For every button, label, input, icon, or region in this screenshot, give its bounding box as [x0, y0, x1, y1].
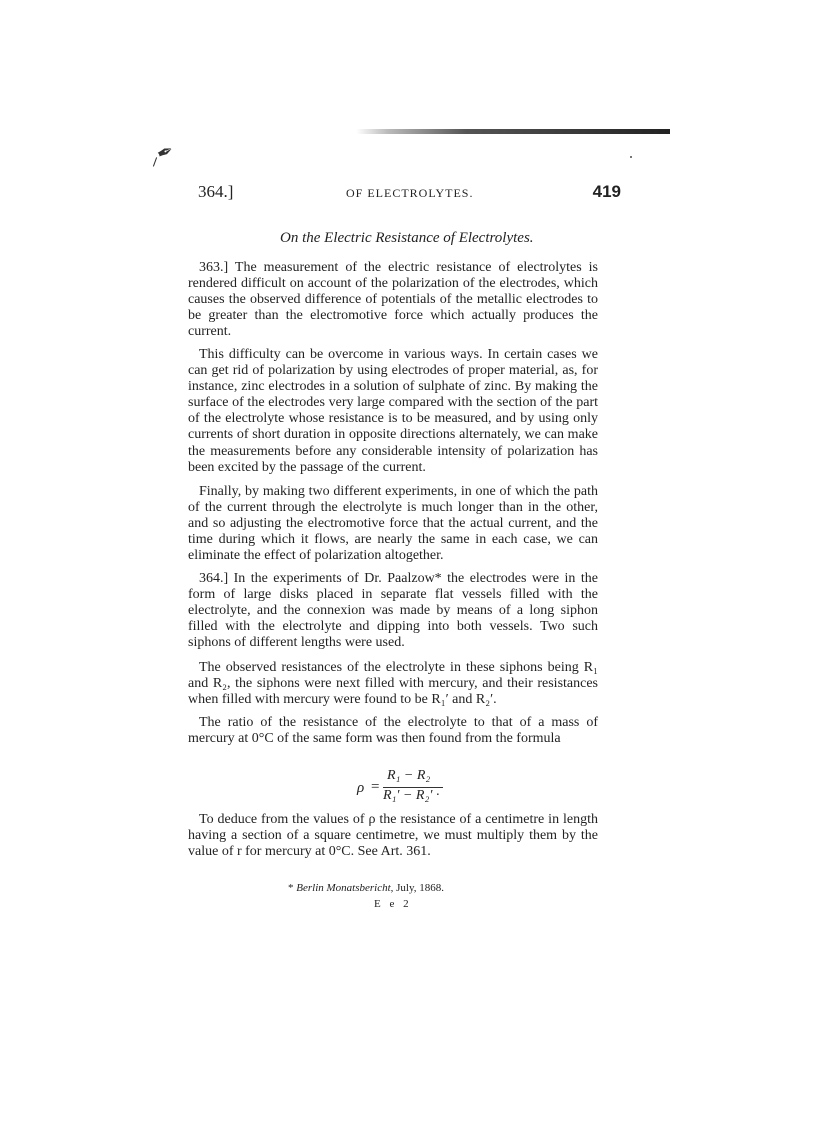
running-header — [198, 182, 621, 206]
scan-mark-icon: ⸝✒ — [144, 139, 178, 171]
formula-denominator: R₁′ − R₂′ · — [383, 788, 440, 803]
paragraph-363: 363.] The measurement of the electric resistance of electrolytes is rendered difficult on account of the polarization of the electrodes, which causes the observed difference of potentials of the metallic electrodes to be greater than the electromotive force which actually produces the current. — [188, 260, 598, 340]
footnote — [288, 882, 444, 894]
scan-edge-bar — [356, 129, 670, 134]
footnote-date: July, 1868. — [396, 882, 445, 894]
paragraph-polarization-methods: This difficulty can be overcome in various ways. In certain cases we can get rid of polarization by using electrodes of proper material, as, for instance, zinc electrodes in a solution of sulphate of zinc. By making the surface of the electrodes very large compared with the section of the part of the electrolyte whose resistance is to be measured, and by using only currents of short duration in opposite directions alternately, we can make the measurements before any considerable intensity of polarization has been excited by the passage of the current. — [188, 347, 598, 475]
footnote-marker: * — [288, 882, 294, 894]
signature-mark: E e 2 — [374, 898, 412, 910]
paragraph-resistances: The observed resistances of the electrolyte in these siphons being R₁ and R₂, the siphons were next filled with mercury, and their resistances when filled with mercury were found to be R₁′ and R₂′. — [188, 660, 598, 708]
formula-equals: = — [371, 779, 380, 795]
rho-formula — [357, 768, 487, 806]
footnote-source: Berlin Monatsbericht, — [296, 882, 394, 894]
paragraph-364: 364.] In the experiments of Dr. Paalzow* the electrodes were in the form of large disks placed in separate flat vessels filled with the electrolyte, and the connexion was made by means of a long siphon filled with the electrolyte and dipping into both vessels. Two such siphons of different lengths were used. — [188, 571, 598, 651]
paragraph-two-experiments: Finally, by making two different experiments, in one of which the path of the current through the electrolyte is much longer than in the other, and so adjusting the electromotive force that the actual current, and the time during which it flows, are nearly the same in each case, we can eliminate the effect of polarization altogether. — [188, 484, 598, 564]
section-title: On the Electric Resistance of Electrolytes. — [280, 230, 534, 246]
formula-numerator: R₁ − R₂ — [387, 768, 431, 783]
paragraph-deduce: To deduce from the values of ρ the resistance of a centimetre in length having a section of a square centimetre, we must multiply them by the value of r for mercury at 0°C. See Art. 361. — [188, 812, 598, 860]
page-number: 419 — [592, 182, 621, 201]
header-section-number: 364.] — [198, 182, 234, 201]
formula-lhs: ρ — [357, 780, 365, 796]
paragraph-ratio: The ratio of the resistance of the electrolyte to that of a mass of mercury at 0°C of the same form was then found from the formula — [188, 715, 598, 747]
scan-speck — [630, 156, 632, 158]
header-running-title: OF ELECTROLYTES. — [346, 186, 474, 200]
